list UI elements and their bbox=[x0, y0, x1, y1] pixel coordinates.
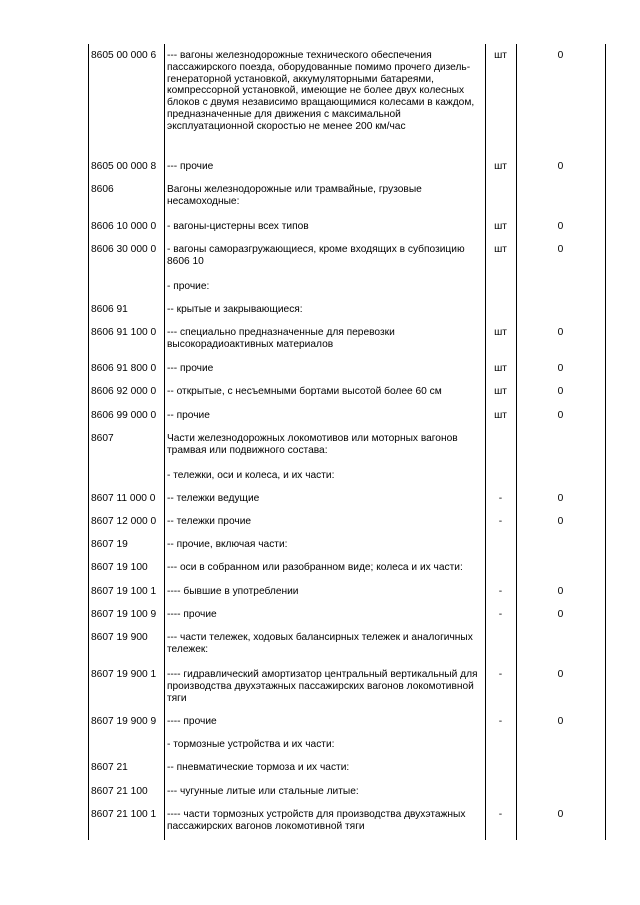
description-cell: Части железнодорожных локомотивов или моторных вагонов трамвая или подвижного состава: bbox=[167, 433, 458, 456]
description-cell: - вагоны саморазгружающиеся, кроме входящих в субпозицию 8606 10 bbox=[167, 244, 465, 267]
hs-code-cell: 8607 21 100 1 bbox=[91, 809, 157, 820]
hs-code-cell: 8607 19 100 bbox=[91, 562, 148, 573]
description-cell: -- прочие, включая части: bbox=[167, 539, 288, 550]
unit-cell: - bbox=[498, 609, 503, 620]
hs-code-cell: 8607 19 100 1 bbox=[91, 586, 157, 597]
duty-rate-cell: 0 bbox=[557, 161, 564, 172]
hs-code-cell: 8606 91 100 0 bbox=[91, 327, 157, 338]
unit-cell: - bbox=[498, 493, 503, 504]
unit-cell: шт bbox=[494, 363, 507, 374]
duty-rate-cell: 0 bbox=[557, 669, 564, 680]
duty-rate-cell: 0 bbox=[557, 221, 564, 232]
description-cell: --- оси в собранном или разобранном виде; колеса и их части: bbox=[167, 562, 463, 573]
tariff-table bbox=[88, 44, 606, 840]
duty-rate-cell: 0 bbox=[557, 716, 564, 727]
description-cell: ---- прочие bbox=[167, 716, 217, 727]
description-cell: - прочие: bbox=[167, 281, 210, 292]
hs-code-cell: 8607 11 000 0 bbox=[91, 493, 156, 504]
unit-cell: шт bbox=[494, 221, 507, 232]
unit-cell: шт bbox=[494, 327, 507, 338]
hs-code-cell: 8606 30 000 0 bbox=[91, 244, 157, 255]
unit-cell: - bbox=[498, 809, 503, 820]
hs-code-cell: 8607 19 900 9 bbox=[91, 716, 157, 727]
duty-rate-cell: 0 bbox=[557, 410, 564, 421]
unit-cell: - bbox=[498, 516, 503, 527]
description-cell: --- части тележек, ходовых балансирных тележек и аналогичных тележек: bbox=[167, 632, 473, 655]
unit-cell: - bbox=[498, 716, 503, 727]
hs-code-cell: 8607 19 900 1 bbox=[91, 669, 157, 680]
duty-rate-cell: 0 bbox=[557, 493, 564, 504]
unit-cell: - bbox=[498, 586, 503, 597]
description-cell: --- прочие bbox=[167, 363, 214, 374]
description-cell: ---- бывшие в употреблении bbox=[167, 586, 299, 597]
description-cell: -- открытые, с несъемными бортами высотой более 60 см bbox=[167, 386, 442, 397]
description-cell: Вагоны железнодорожные или трамвайные, грузовые несамоходные: bbox=[167, 184, 422, 207]
column-divider-code bbox=[164, 44, 165, 840]
duty-rate-cell: 0 bbox=[557, 516, 564, 527]
hs-code-cell: 8607 12 000 0 bbox=[91, 516, 157, 527]
description-cell: --- прочие bbox=[167, 161, 214, 172]
unit-cell: - bbox=[498, 669, 503, 680]
hs-code-cell: 8605 00 000 8 bbox=[91, 161, 157, 172]
description-cell: -- тележки прочие bbox=[167, 516, 252, 527]
unit-cell: шт bbox=[494, 50, 507, 61]
description-cell: - вагоны-цистерны всех типов bbox=[167, 221, 309, 232]
hs-code-cell: 8607 bbox=[91, 433, 114, 444]
hs-code-cell: 8606 91 800 0 bbox=[91, 363, 157, 374]
unit-cell: шт bbox=[494, 244, 507, 255]
hs-code-cell: 8607 21 bbox=[91, 762, 128, 773]
hs-code-cell: 8607 19 bbox=[91, 539, 128, 550]
hs-code-cell: 8607 21 100 bbox=[91, 786, 148, 797]
description-cell: ---- гидравлический амортизатор центральный вертикальный для производства двухэтажных пассажирских вагонов локомотивной тяги bbox=[167, 669, 478, 704]
table-border-right bbox=[605, 44, 606, 840]
duty-rate-cell: 0 bbox=[557, 386, 564, 397]
duty-rate-cell: 0 bbox=[557, 244, 564, 255]
hs-code-cell: 8606 91 bbox=[91, 304, 128, 315]
duty-rate-cell: 0 bbox=[557, 50, 564, 61]
description-cell: - тележки, оси и колеса, и их части: bbox=[167, 470, 335, 481]
unit-cell: шт bbox=[494, 161, 507, 172]
unit-cell: шт bbox=[494, 386, 507, 397]
description-cell: ---- прочие bbox=[167, 609, 217, 620]
table-border-left bbox=[88, 44, 89, 840]
duty-rate-cell: 0 bbox=[557, 809, 564, 820]
duty-rate-cell: 0 bbox=[557, 609, 564, 620]
hs-code-cell: 8606 99 000 0 bbox=[91, 410, 157, 421]
hs-code-cell: 8606 10 000 0 bbox=[91, 221, 157, 232]
unit-cell: шт bbox=[494, 410, 507, 421]
duty-rate-cell: 0 bbox=[557, 327, 564, 338]
hs-code-cell: 8606 92 000 0 bbox=[91, 386, 157, 397]
duty-rate-cell: 0 bbox=[557, 363, 564, 374]
description-cell: ---- части тормозных устройств для производства двухэтажных пассажирских вагонов локомотивной тяги bbox=[167, 809, 466, 832]
hs-code-cell: 8605 00 000 6 bbox=[91, 50, 157, 61]
hs-code-cell: 8607 19 900 bbox=[91, 632, 148, 643]
description-cell: -- пневматические тормоза и их части: bbox=[167, 762, 350, 773]
description-cell: -- крытые и закрывающиеся: bbox=[167, 304, 303, 315]
hs-code-cell: 8607 19 100 9 bbox=[91, 609, 157, 620]
description-cell: - тормозные устройства и их части: bbox=[167, 739, 335, 750]
description-cell: --- чугунные литые или стальные литые: bbox=[167, 786, 359, 797]
description-cell: -- тележки ведущие bbox=[167, 493, 260, 504]
hs-code-cell: 8606 bbox=[91, 184, 114, 195]
description-cell: --- вагоны железнодорожные технического обеспечения пассажирского поезда, оборудованные помимо прочего дизель-генераторной установкой, аккумуляторными батареями, компрессорной установкой, имеющие не более двух колесных блоков с двумя независимо вращающимися колесами в каждом, предназначенные для движения с максимальной эксплуатационной скоростью не менее 200 км/час bbox=[167, 50, 475, 132]
description-cell: -- прочие bbox=[167, 410, 210, 421]
duty-rate-cell: 0 bbox=[557, 586, 564, 597]
description-cell: --- специально предназначенные для перевозки высокорадиоактивных материалов bbox=[167, 327, 395, 350]
